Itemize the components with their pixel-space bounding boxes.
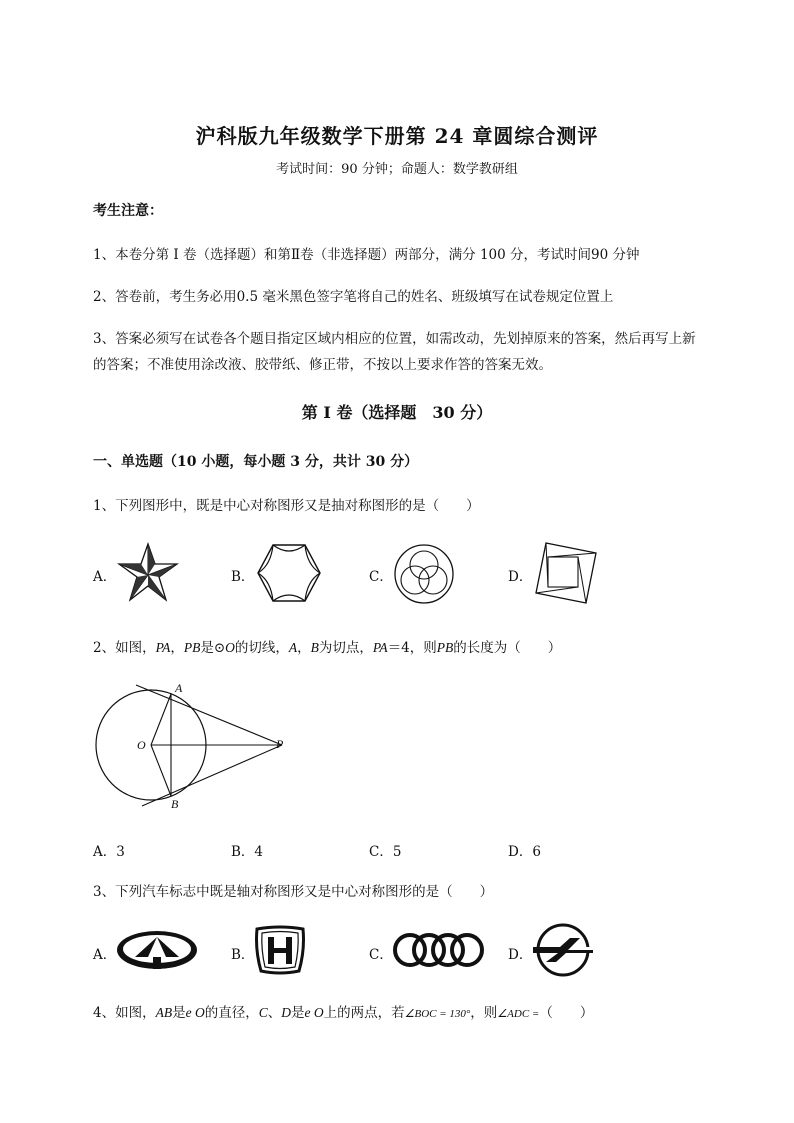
- honda-logo-icon: [253, 925, 307, 975]
- q4-var-ab: AB: [155, 1005, 173, 1020]
- q3-option-b-label: B．: [231, 947, 255, 963]
- part-heading: 一、单选题（10 小题，每小题 3 分，共计 30 分）: [93, 454, 419, 470]
- q2-var-b: B: [310, 640, 319, 655]
- q4-angle-boc: ∠BOC = 130°: [404, 1008, 471, 1020]
- question-1-stem: 1、下列图形中，既是中心对称图形又是抽对称图形的是（ ）: [93, 498, 480, 514]
- q2-option-b: B．4: [231, 844, 264, 860]
- q4-circle-o: e O: [304, 1005, 324, 1020]
- figure-label-p: P: [276, 737, 284, 751]
- q1-option-d-label: D．: [508, 569, 533, 585]
- q2-option-a: A．3: [93, 844, 125, 860]
- figure-label-b: B: [171, 797, 179, 811]
- q4-stem-text: 的直径，: [204, 1005, 259, 1021]
- q4-var-c: C: [258, 1005, 268, 1020]
- q2-var-pb: PB: [183, 640, 201, 655]
- q2-var-pb: PB: [436, 640, 454, 655]
- q3-option-c-label: C．: [369, 947, 393, 963]
- q2-stem-text: 2、如图，: [93, 640, 156, 656]
- q1-option-a-label: A．: [93, 569, 117, 585]
- q3-option-a-label: A．: [93, 947, 117, 963]
- q2-stem-text: 为切点，: [318, 640, 373, 656]
- q4-stem-text: 4、如图，: [93, 1005, 156, 1021]
- q4-stem-text: 是: [290, 1005, 305, 1021]
- q2-stem-text: 的切线，: [234, 640, 289, 656]
- notice-item-3-line-1: 3、答案必须写在试卷各个题目指定区域内相应的位置，如需改动，先划掉原来的答案，然后再写上新: [93, 331, 696, 347]
- notice-heading: 考生注意：: [93, 203, 163, 219]
- q4-stem-text: ，则: [470, 1005, 498, 1021]
- q4-stem-text: 是: [172, 1005, 186, 1021]
- section-title: 第 I 卷（选择题 30 分）: [301, 403, 493, 422]
- opel-logo-icon: [530, 922, 596, 978]
- q4-circle-o: e O: [185, 1005, 205, 1020]
- q2-option-c: C．5: [369, 844, 402, 860]
- q4-stem-text: 上的两点，若: [323, 1005, 405, 1021]
- notice-item-1: 1、本卷分第 I 卷（选择题）和第Ⅱ卷（非选择题）两部分，满分 100 分，考试时间90 分钟: [93, 247, 640, 263]
- q2-stem-text: 是⊙: [200, 640, 226, 656]
- q2-var-a: A: [288, 640, 298, 655]
- q4-angle-adc: ∠ADC =: [497, 1008, 540, 1020]
- q2-stem-text: ，: [297, 640, 311, 656]
- q2-var-pa: PA: [155, 640, 171, 655]
- q1-option-c-label: C．: [369, 569, 393, 585]
- figure-label-a: A: [175, 681, 183, 695]
- q2-option-d: D．6: [508, 844, 541, 860]
- q2-stem-text: ＝4，则: [387, 640, 437, 656]
- q4-stem-text: （ ）: [539, 1005, 594, 1021]
- q2-var-pa: PA: [372, 640, 388, 655]
- q2-stem-text: 的长度为（ ）: [453, 640, 562, 656]
- notice-item-3-line-2: 的答案；不准使用涂改液、胶带纸、修正带，不按以上要求作答的答案无效。: [93, 357, 552, 373]
- q4-var-d: D: [281, 1005, 291, 1020]
- q2-var-o: O: [225, 640, 235, 655]
- notice-item-2: 2、答卷前，考生务必用0.5 毫米黑色签字笔将自己的姓名、班级填写在试卷规定位置上: [93, 289, 614, 305]
- question-4-stem: [93, 1001, 593, 1021]
- infiniti-logo-icon: [115, 927, 199, 973]
- question-3-stem: 3、下列汽车标志中既是轴对称图形又是中心对称图形的是（ ）: [93, 884, 494, 900]
- q4-stem-text: 、: [267, 1005, 282, 1021]
- page-title: 沪科版九年级数学下册第 24 章圆综合测评: [195, 124, 599, 148]
- q2-stem-text: ，: [170, 640, 184, 656]
- q1-option-b-label: B．: [231, 569, 255, 585]
- exam-info: 考试时间：90 分钟；命题人：数学教研组: [276, 162, 518, 177]
- audi-logo-icon: [392, 930, 484, 970]
- figure-label-o: O: [137, 738, 146, 752]
- q3-option-d-label: D．: [508, 947, 533, 963]
